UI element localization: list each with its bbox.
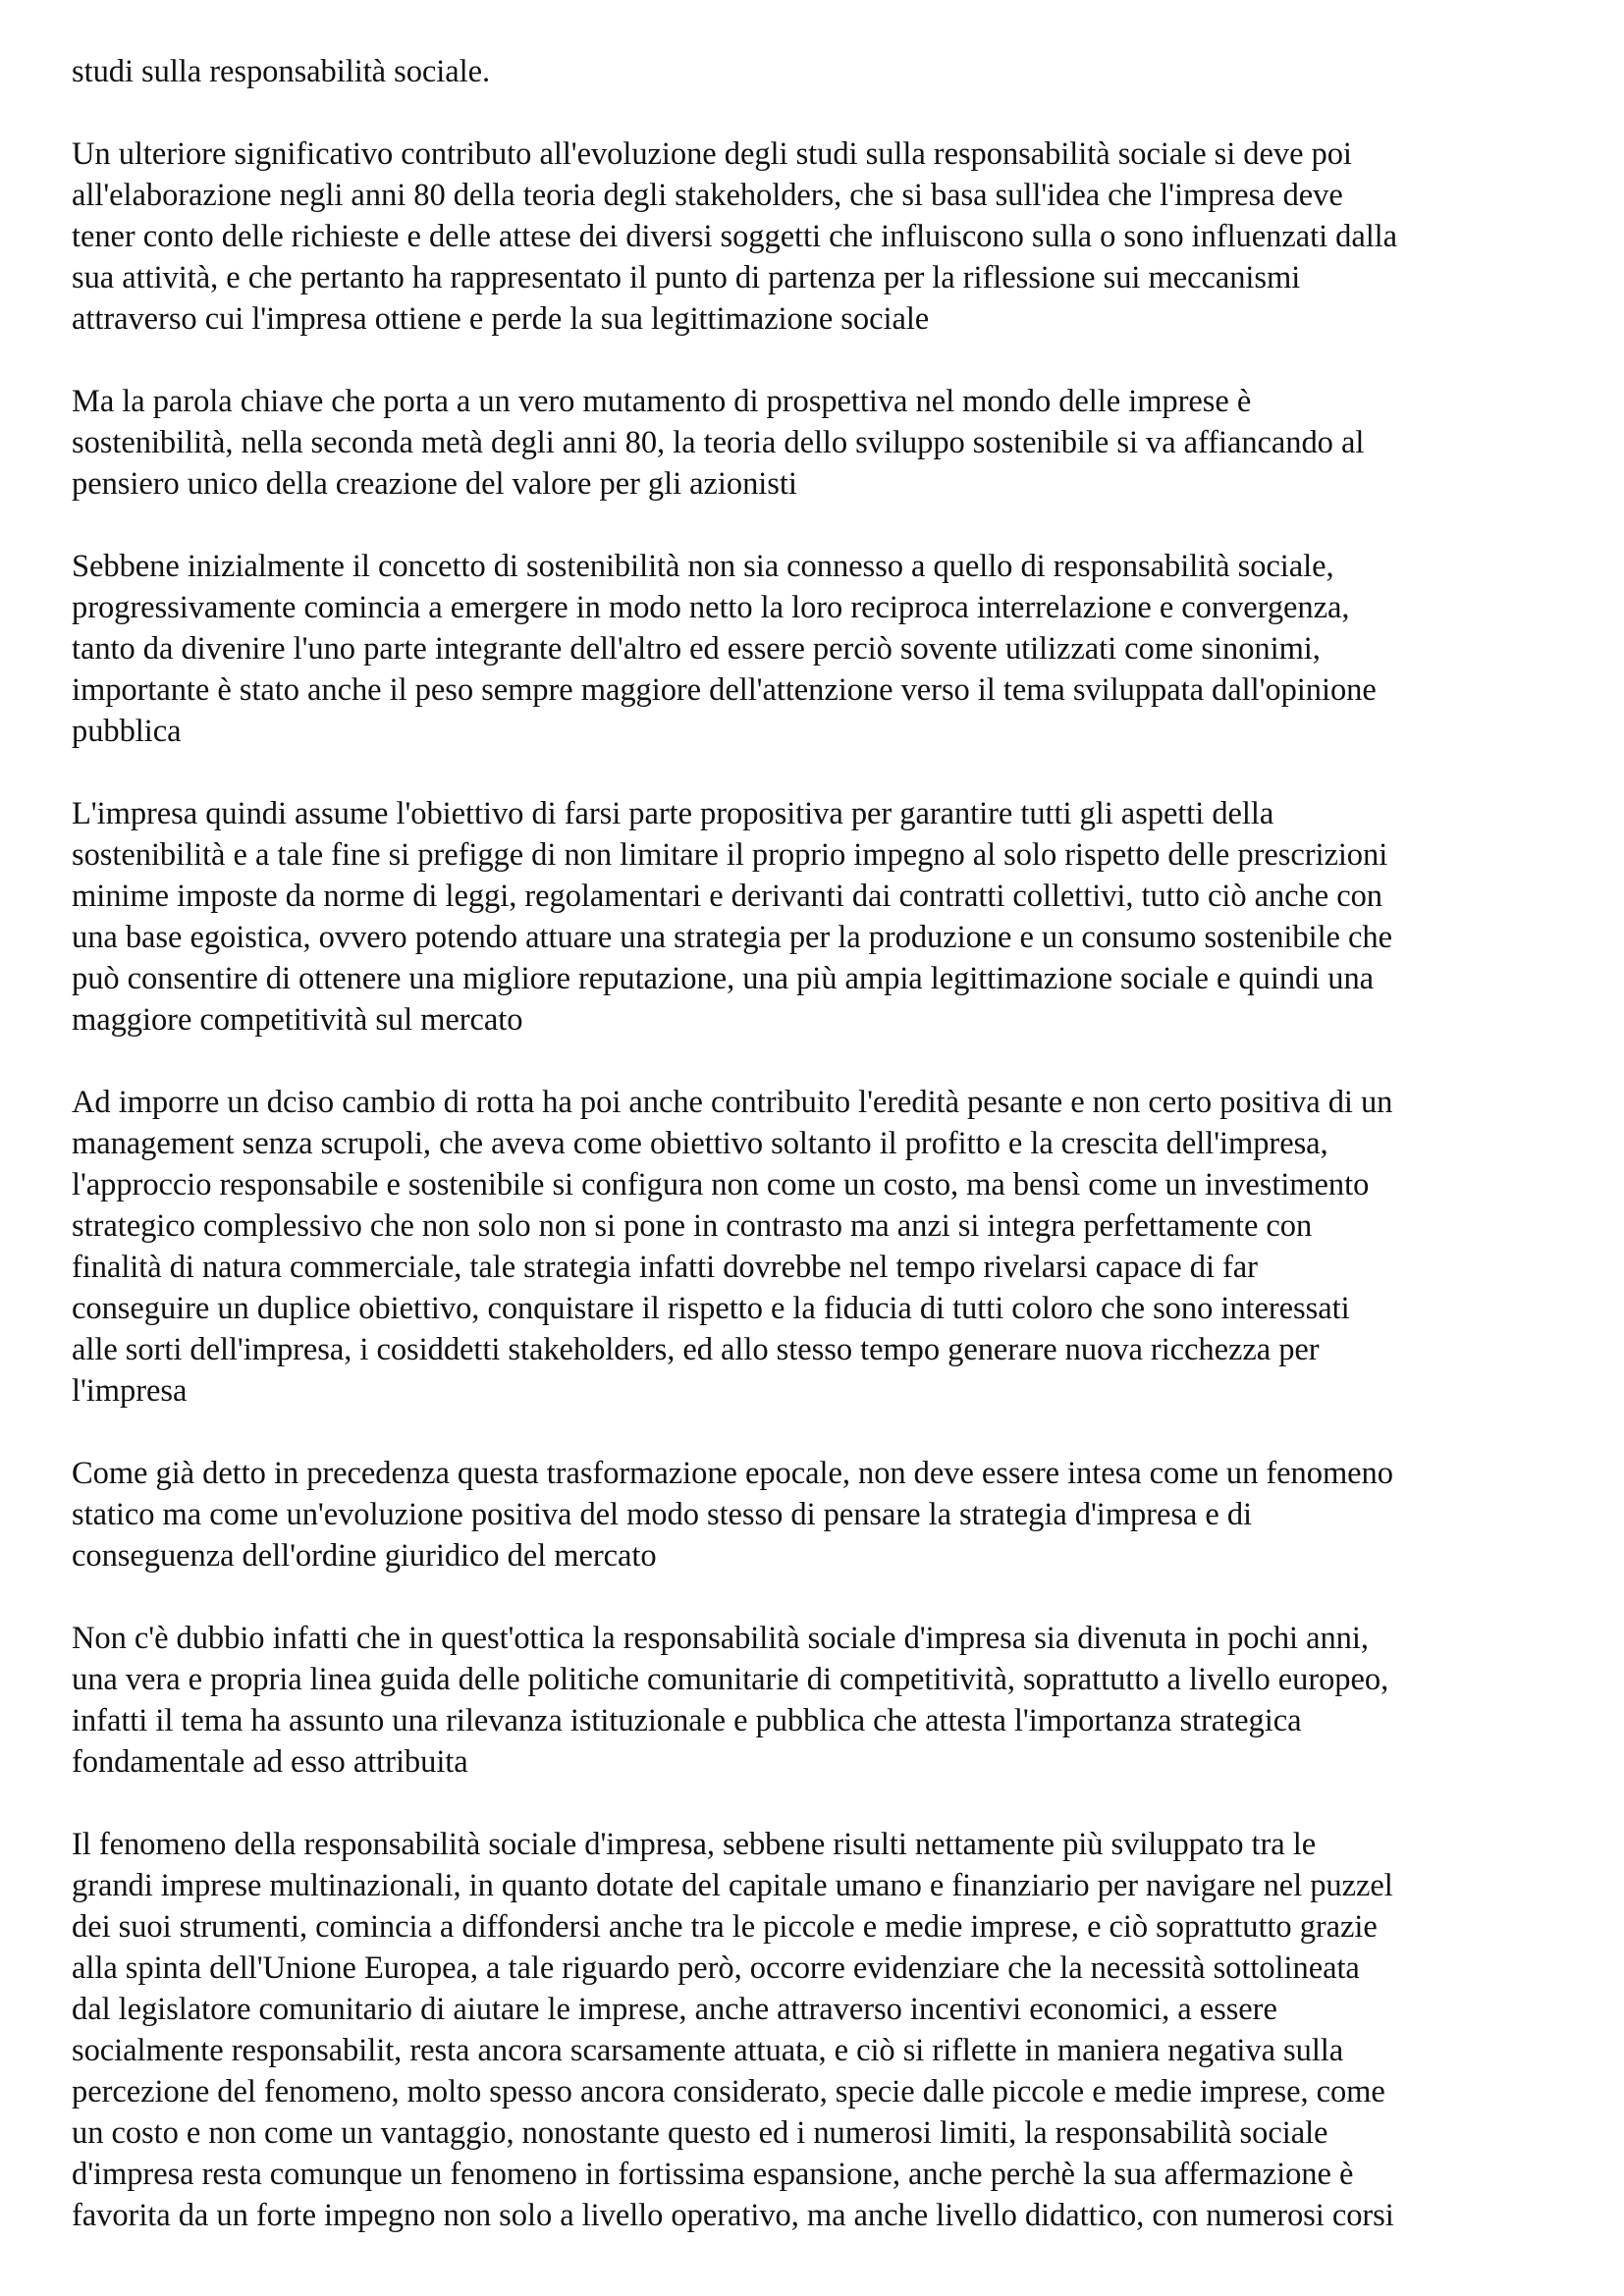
- text-line: Un ulteriore significativo contributo all'evoluzione degli studi sulla responsabilità sociale si deve poi: [72, 136, 1352, 172]
- text-line: dal legislatore comunitario di aiutare le imprese, anche attraverso incentivi economici, a essere: [72, 1992, 1277, 2027]
- paragraph: [72, 546, 1565, 752]
- text-line: maggiore competitività sul mercato: [72, 1002, 523, 1038]
- text-line: l'impresa: [72, 1373, 188, 1409]
- paragraph: [72, 133, 1565, 340]
- text-line: pubblica: [72, 714, 182, 749]
- text-line: l'approccio responsabile e sostenibile si configura non come un costo, ma bensì come un investimento: [72, 1167, 1370, 1202]
- text-line: finalità di natura commerciale, tale strategia infatti dovrebbe nel tempo rivelarsi capace di far: [72, 1250, 1258, 1285]
- paragraph: [72, 381, 1565, 505]
- text-line: Il fenomeno della responsabilità sociale d'impresa, sebbene risulti nettamente più sviluppato tra le: [72, 1827, 1317, 1862]
- text-line: una vera e propria linea guida delle politiche comunitarie di competitività, soprattutto a livello europeo,: [72, 1662, 1389, 1697]
- text-line: conseguenza dell'ordine giuridico del mercato: [72, 1538, 657, 1574]
- paragraph: [72, 1618, 1565, 1783]
- text-line: Ad imporre un dciso cambio di rotta ha poi anche contribuito l'eredità pesante e non certo positiva di un: [72, 1085, 1393, 1120]
- text-line: Come già detto in precedenza questa trasformazione epocale, non deve essere intesa come un fenomeno: [72, 1456, 1393, 1491]
- text-line: pensiero unico della creazione del valore per gli azionisti: [72, 466, 797, 502]
- paragraph: [72, 51, 1565, 92]
- text-line: favorita da un forte impegno non solo a livello operativo, ma anche livello didattico, con numerosi corsi: [72, 2198, 1394, 2233]
- text-line: sostenibilità e a tale fine si prefigge di non limitare il proprio impegno al solo rispetto delle prescrizioni: [72, 837, 1388, 873]
- text-line: una base egoistica, ovvero potendo attuare una strategia per la produzione e un consumo sostenibile che: [72, 920, 1392, 955]
- text-line: Non c'è dubbio infatti che in quest'ottica la responsabilità sociale d'impresa sia divenuta in pochi anni,: [72, 1621, 1369, 1656]
- text-line: infatti il tema ha assunto una rilevanza istituzionale e pubblica che attesta l'importanza strategica: [72, 1703, 1302, 1738]
- paragraph: [72, 1824, 1565, 2236]
- text-line: dei suoi strumenti, comincia a diffondersi anche tra le piccole e medie imprese, e ciò soprattutto grazie: [72, 1909, 1378, 1945]
- text-line: Sebbene inizialmente il concetto di sostenibilità non sia connesso a quello di responsabilità sociale,: [72, 549, 1334, 584]
- text-line: percezione del fenomeno, molto spesso ancora considerato, specie dalle piccole e medie imprese, come: [72, 2074, 1385, 2109]
- text-line: progressivamente comincia a emergere in modo netto la loro reciproca interrelazione e convergenza,: [72, 590, 1350, 625]
- paragraph: [72, 1082, 1565, 1412]
- text-line: L'impresa quindi assume l'obiettivo di farsi parte propositiva per garantire tutti gli aspetti della: [72, 796, 1274, 831]
- text-line: strategico complessivo che non solo non si pone in contrasto ma anzi si integra perfettamente con: [72, 1208, 1313, 1244]
- text-line: può consentire di ottenere una migliore reputazione, una più ampia legittimazione sociale e quindi una: [72, 961, 1375, 996]
- text-line: alla spinta dell'Unione Europea, a tale riguardo però, occorre evidenziare che la necessità sottolineata: [72, 1950, 1360, 1986]
- text-line: importante è stato anche il peso sempre maggiore dell'attenzione verso il tema sviluppata dall'opinione: [72, 672, 1377, 708]
- text-line: sua attività, e che pertanto ha rappresentato il punto di partenza per la riflessione sui meccanismi: [72, 260, 1301, 295]
- text-line: statico ma come un'evoluzione positiva del modo stesso di pensare la strategia d'impresa e di: [72, 1497, 1253, 1532]
- text-line: management senza scrupoli, che aveva come obiettivo soltanto il profitto e la crescita dell'impresa,: [72, 1126, 1328, 1161]
- text-line: tener conto delle richieste e delle attese dei diversi soggetti che influiscono sulla o sono influenzati dalla: [72, 219, 1398, 254]
- paragraph: [72, 793, 1565, 1041]
- text-line: all'elaborazione negli anni 80 della teoria degli stakeholders, che si basa sull'idea che l'impresa deve: [72, 178, 1343, 213]
- text-line: alle sorti dell'impresa, i cosiddetti stakeholders, ed allo stesso tempo generare nuova ricchezza per: [72, 1332, 1320, 1367]
- text-line: studi sulla responsabilità sociale.: [72, 54, 491, 89]
- text-line: grandi imprese multinazionali, in quanto dotate del capitale umano e finanziario per navigare nel puzzel: [72, 1868, 1393, 1903]
- text-line: sostenibilità, nella seconda metà degli anni 80, la teoria dello sviluppo sostenibile si va affiancando al: [72, 425, 1365, 460]
- text-line: minime imposte da norme di leggi, regolamentari e derivanti dai contratti collettivi, tutto ciò anche con: [72, 879, 1382, 914]
- text-line: socialmente responsabilit, resta ancora scarsamente attuata, e ciò si riflette in maniera negativa sulla: [72, 2033, 1344, 2068]
- text-line: conseguire un duplice obiettivo, conquistare il rispetto e la fiducia di tutti coloro che sono interessati: [72, 1291, 1350, 1326]
- paragraph: [72, 1453, 1565, 1576]
- text-line: Ma la parola chiave che porta a un vero mutamento di prospettiva nel mondo delle imprese è: [72, 384, 1252, 419]
- text-line: d'impresa resta comunque un fenomeno in fortissima espansione, anche perchè la sua affermazione è: [72, 2157, 1354, 2192]
- text-line: tanto da divenire l'uno parte integrante dell'altro ed essere perciò sovente utilizzati come sinonimi,: [72, 631, 1321, 667]
- text-line: un costo e non come un vantaggio, nonostante questo ed i numerosi limiti, la responsabilità sociale: [72, 2115, 1328, 2151]
- text-line: attraverso cui l'impresa ottiene e perde la sua legittimazione sociale: [72, 301, 930, 337]
- text-line: fondamentale ad esso attribuita: [72, 1744, 468, 1780]
